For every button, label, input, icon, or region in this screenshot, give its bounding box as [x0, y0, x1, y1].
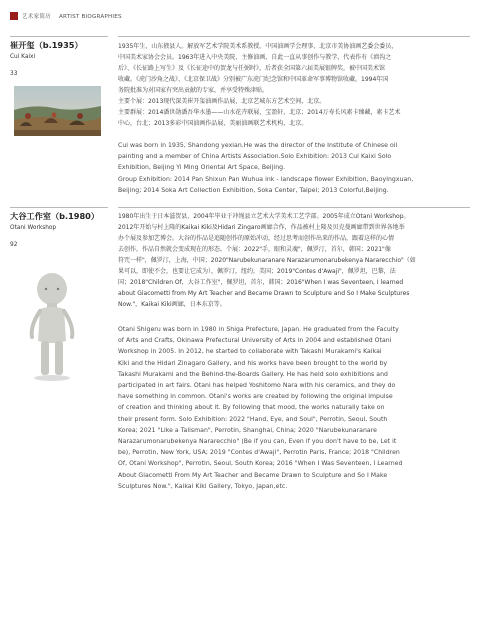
section-marker — [10, 12, 18, 20]
bio-line: 1935年生，山东掖县人。解放军艺术学院美术系教授。中国油画学会理事，北京市美协油画艺委会委员， — [118, 43, 398, 50]
bio-line: their present form. Solo Exhibition: 2022 "Hand, Eye, and Soul", Perrotin, Seoul, South — [118, 415, 388, 423]
bio-line: 后》、《长征路上写生》及《长征途中的贺龙与任弼时》，后者获全国第六届美展银牌奖，被中国美术馆 — [118, 65, 386, 72]
bio-line: 办个展及参加艺博会。大谷的作品是追随创作的原始冲动，经过思考而创作出来的作品，跟着这样的心情 — [118, 235, 395, 242]
bio-line: Korea; 2021 "Like a Talisman", Perrotin, Shanghai, China; 2020 "Narubekunaranare — [118, 426, 377, 434]
bio-line: Beijing; 2014 Soka Art Collection Exhibition, Soka Center, Taipei; 2013 Colorful,Beijing. — [118, 186, 389, 194]
artist-bio-cn — [118, 41, 470, 129]
bio-line: 主要群展：2014潘世勋潘吾华水墨——山水花卉联展，宝盈轩，北京；2014万寿长风素卡臻藏，素卡艺术 — [118, 109, 401, 116]
bio-line: 果可以，即使不会，也要让它成为），佩罗汀，纽约，美国；2019"Contes d'Awaji"，佩罗坦，巴黎，法 — [118, 268, 396, 275]
divider — [118, 207, 470, 208]
artist-name-cn: 崔开玺（b.1935） — [10, 40, 83, 50]
bio-line: Cui was born in 1935, Shandong yexian.He was the director of the Institute of Chinese oil — [118, 142, 398, 149]
bio-line: 去创作，作品自然就会变成现在的形态。个展：2022"手，眼和灵魂"，佩罗汀，首尔，韩国；2021"像 — [118, 246, 391, 253]
bio-line: Now."，Kaikai Kiki画廊，日本东京等。 — [118, 301, 226, 308]
bio-line: 收藏。《虎门沙角之战》、《北京保卫战》分别被广东虎门纪念馆和中国革命军事博物馆收藏。1994年国 — [118, 76, 389, 83]
bio-line: 中心，台北；2013多彩中国油画作品展，美丽油画联艺术机构，北京。 — [118, 120, 308, 127]
artist-bio-cn — [118, 211, 470, 310]
artist-name-cn: 大谷工作室（b.1980） — [10, 211, 100, 221]
bio-line: Narazarumonarubekenya Nararecchio" (Be if you can, Even if you don't have to be, Let it — [118, 438, 397, 446]
bio-line: 中国美术家协会会员。1963年进入中央美院，主修油画，自此一直从事创作与教学，代表作有《滇沟之 — [118, 54, 392, 61]
bio-line: 符咒一样"，佩罗汀，上海，中国；2020"Narubekunaranare Narazarumonarubekenya Nararecchio"（如 — [118, 257, 416, 264]
divider — [10, 207, 108, 208]
bio-line: Takashi Murakami and the Behind-the-Boards Gallery. He has held solo exhibitions and — [118, 370, 389, 378]
bio-line: Group Exhibition: 2014 Pan Shixun Pan Wuhua ink - landscape flower Exhibition, Baoyingxuan, — [118, 175, 414, 183]
bio-line: About Giacometti From My Art Teacher and Became Drawn to Sculpture and So I Make — [118, 471, 388, 479]
artist-bio-en — [118, 324, 470, 492]
page-header — [10, 10, 128, 22]
divider — [118, 36, 470, 37]
bio-line: painting and a member of China Artists Association.Solo Exhibition: 2013 Cui Kaixi Solo — [118, 153, 392, 161]
artwork-number: 33 — [10, 71, 18, 77]
artwork-thumbnail-sculpture — [20, 271, 84, 382]
bio-line: have something in common. Otani's works are created by following the original impulse — [118, 393, 393, 401]
bio-line: Otani Shigeru was born in 1980 in Shiga Prefecture, Japan. He graduated from the Faculty — [118, 326, 399, 333]
artwork-thumbnail-painting — [14, 86, 101, 136]
bio-line: of creation and thinking about it. By following that mood, the works naturally take on — [118, 404, 385, 412]
bio-line: 1980年出生于日本滋贺县，2004年毕业于冲绳县立艺术大学美术工艺学部。2005年成立Otani Workshop。 — [118, 213, 410, 220]
bio-line: about Giacometti from My Art Teacher and Became Drawn to Sculpture and So I Make Sculptures — [118, 290, 410, 297]
bio-line: of Arts and Crafts, Okinawa Prefectural University of Arts in 2004 and established Otani — [118, 337, 392, 345]
bio-line: be), Perrotin, New York, USA; 2019 "Contes d'Awaji", Perrotin Paris, France; 2018 "Children — [118, 449, 400, 457]
section-title — [22, 12, 128, 20]
artist-name-en: Otani Workshop — [10, 225, 57, 231]
bio-line: participated in art fairs. Otani has helped Yoshitomo Nara with his ceramics, and they do — [118, 382, 396, 390]
bio-line: 国；2018"Children Of，大谷工作室"，佩罗坦，首尔，韩国；2016"When I was Seventeen, I learned — [118, 279, 404, 286]
section-title-en: ARTIST BIOGRAPHIES — [58, 14, 122, 20]
bio-line: Workshop in 2005. In 2012, he started to collaborate with Takashi Murakami's Kaikai — [118, 348, 382, 356]
artist-name-en: Cui Kaixi — [10, 54, 36, 60]
bio-line: Exhibition, Beijing Yi Ming Oriental Art Space, Beijing. — [118, 164, 286, 172]
section-title-cn: 艺术家简历 — [22, 14, 51, 20]
bio-line: 2012年开始与村上隆的Kaikai Kiki及Hidari Zingaro画廊合作，作品被村上隆及贝克曼画廊带到世界各地举 — [118, 224, 405, 231]
bio-line: Kiki and the Hidari Zinagaro Gallery, and his works have been brought to the world by — [118, 359, 388, 367]
artwork-number: 92 — [10, 242, 18, 248]
bio-line: Sculptures Now.", Kaikai Kiki Gallery, Tokyo, Japan,etc. — [118, 482, 288, 490]
bio-line: Of, Otani Workshop", Perrotin, Seoul, South Korea; 2016 "When I Was Seventeen, I Learned — [118, 460, 403, 468]
artist-bio-en — [118, 140, 470, 196]
bio-line: 主要个展：2013现代深美崔开玺油画作品展，北京艺城东方艺术空间，北京。 — [118, 98, 326, 105]
bio-line: 务院批准为对国家有突出贡献的专家，并享受特殊津贴。 — [118, 87, 269, 94]
divider — [10, 36, 108, 37]
